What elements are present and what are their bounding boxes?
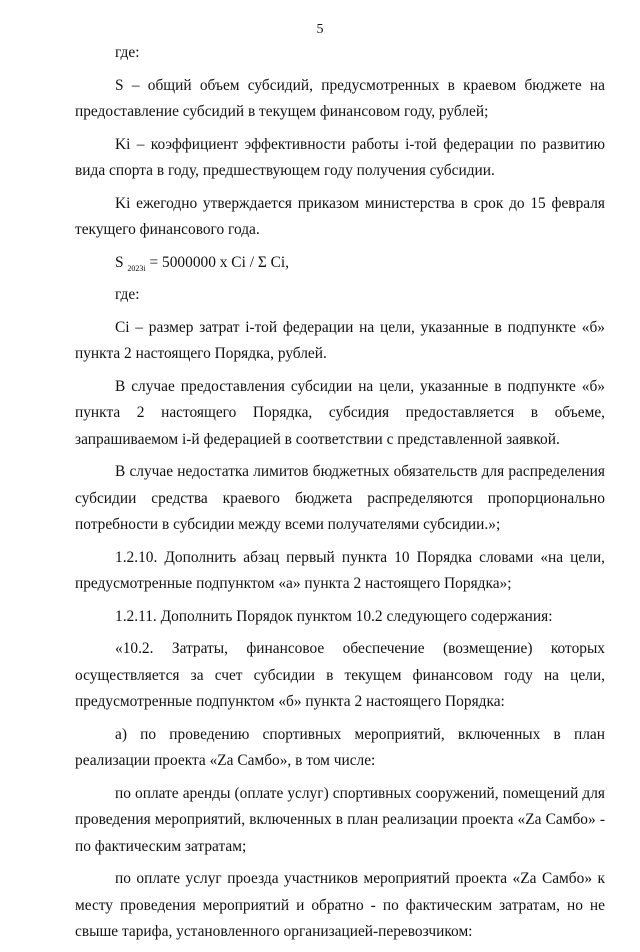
- paragraph-10-2: «10.2. Затраты, финансовое обеспечение (возмещение) которых осуществляется за счет субсидии в текущем финансовом году на цели, предусмотренные подпунктом «б» пункта 2 настоящего Порядка:: [75, 640, 605, 710]
- paragraph-1-2-11: 1.2.11. Дополнить Порядок пунктом 10.2 следующего содержания:: [115, 607, 553, 625]
- formula: [75, 250, 605, 277]
- paragraph-travel-payment: по оплате услуг проезда участников мероприятий проекта «Za Самбо» к месту проведения мероприятий и обратно - по фактическим затратам, но не свыше тарифа, установленного организацией-перевозчиком:: [75, 870, 605, 940]
- formula-rhs: = 5000000 х Ci / Σ Ci,: [149, 253, 290, 271]
- paragraph-where-2: где:: [115, 286, 140, 303]
- page-number: 5: [316, 22, 324, 37]
- formula-lhs-subscript: 2023i: [127, 263, 146, 273]
- paragraph-s-definition: S – общий объем субсидий, предусмотренных в краевом бюджете на предоставление субсидий в текущем финансовом году, рублей;: [75, 76, 605, 120]
- paragraph-ki-approval: Ki ежегодно утверждается приказом министерства в срок до 15 февраля текущего финансового года.: [75, 194, 605, 238]
- paragraph-ci-definition: Ci – размер затрат i-той федерации на цели, указанные в подпункте «б» пункта 2 настоящего Порядка, рублей.: [75, 318, 605, 362]
- paragraph-ki-definition: Ki – коэффициент эффективности работы i-той федерации по развитию вида спорта в году, предшествующем году получения субсидии.: [75, 135, 605, 179]
- document-body: [75, 40, 605, 952]
- paragraph-rent-payment: по оплате аренды (оплате услуг) спортивных сооружений, помещений для проведения мероприятий, включенных в план реализации проекта «Za Самбо» - по фактическим затратам;: [75, 784, 605, 855]
- formula-lhs: S: [115, 253, 124, 271]
- paragraph-item-a: а) по проведению спортивных мероприятий, включенных в план реализации проекта «Za Самбо», в том числе:: [75, 725, 605, 769]
- paragraph-limits-shortage: В случае недостатка лимитов бюджетных обязательств для распределения субсидии средства краевого бюджета распределяются пропорционально потребности в субсидии между всеми получателями субсидии.»;: [75, 463, 605, 533]
- paragraph-1-2-10: 1.2.10. Дополнить абзац первый пункта 10 Порядка словами «на цели, предусмотренные подпунктом «а» пункта 2 настоящего Порядка»;: [75, 548, 605, 592]
- paragraph-subsidy-case: В случае предоставления субсидии на цели, указанные в подпункте «б» пункта 2 настоящего Порядка, субсидия предоставляется в объеме, запрашиваемом i-й федерацией в соответствии с представленной заявкой.: [75, 377, 605, 448]
- paragraph-where-1: где:: [115, 44, 140, 61]
